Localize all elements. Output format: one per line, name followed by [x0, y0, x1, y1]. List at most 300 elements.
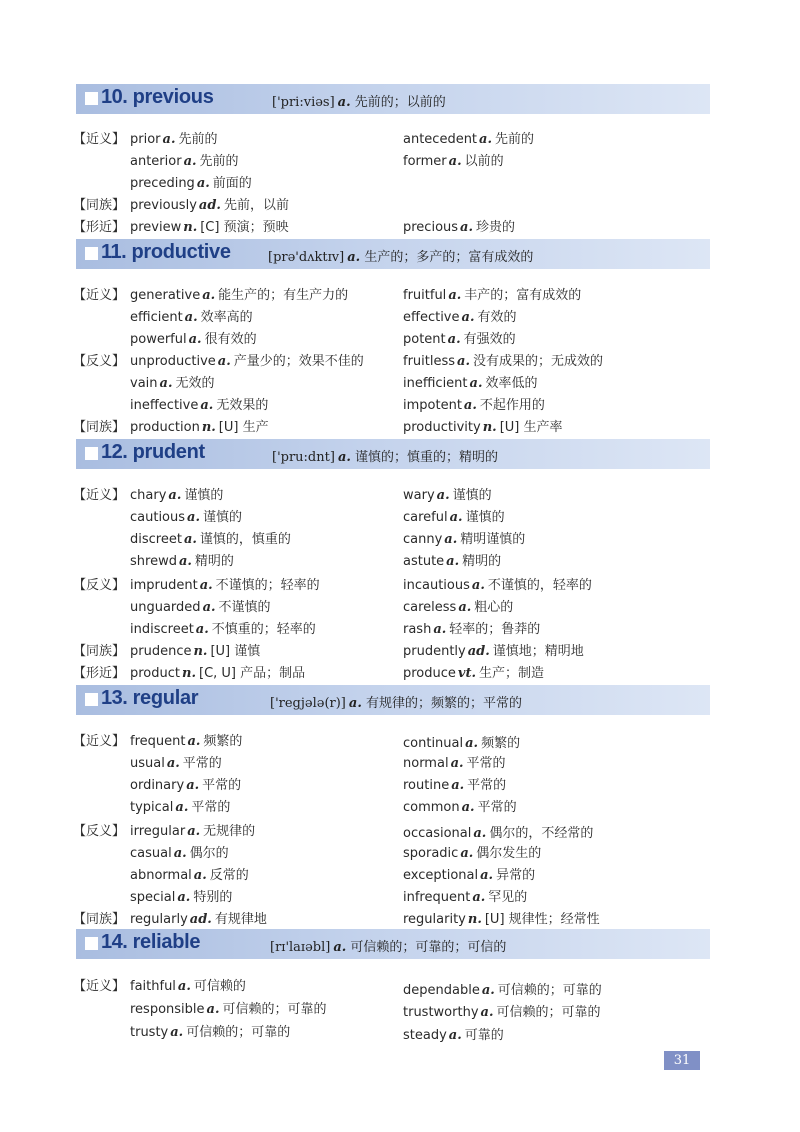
- headword-synonym: continual: [403, 736, 464, 751]
- related-word-left: [130, 574, 320, 593]
- headword-synonym: shrewd: [130, 554, 177, 569]
- entry-headword: [101, 931, 200, 954]
- part-of-speech: a.: [436, 488, 450, 503]
- part-of-speech: a.: [447, 332, 461, 347]
- part-of-speech: a.: [187, 734, 201, 749]
- meaning: 精明的: [462, 554, 502, 569]
- part-of-speech: a.: [183, 154, 197, 169]
- meaning: 很有效的: [204, 332, 257, 347]
- entry-pos: a.: [337, 95, 351, 110]
- meaning: 能生产的；有生产力的: [218, 288, 349, 303]
- related-word-left: [130, 306, 253, 325]
- headword-synonym: former: [403, 154, 447, 169]
- entry-meaning: 先前的；以前的: [354, 95, 446, 110]
- headword-synonym: special: [130, 890, 176, 905]
- headword-synonym: imprudent: [130, 578, 198, 593]
- meaning: 平常的: [191, 800, 231, 815]
- meaning: 不起作用的: [479, 398, 545, 413]
- entry-headword: [101, 687, 198, 710]
- headword-synonym: steady: [403, 1028, 447, 1043]
- meaning: 珍贵的: [476, 220, 516, 235]
- related-word-left: [130, 662, 305, 681]
- meaning: 效率低的: [485, 376, 538, 391]
- part-of-speech: a.: [458, 600, 472, 615]
- meaning: 先前，以前: [223, 198, 289, 213]
- part-of-speech: a.: [166, 756, 180, 771]
- entry-header-regular: [76, 685, 710, 715]
- entry-word: regular: [132, 687, 199, 709]
- entry-pos: a.: [333, 940, 347, 955]
- meaning: 不谨慎的；轻率的: [215, 578, 320, 593]
- headword-synonym: preceding: [130, 176, 195, 191]
- meaning: 偶尔的: [189, 846, 229, 861]
- meaning: 先前的: [178, 132, 218, 147]
- meaning: 以前的: [464, 154, 504, 169]
- headword-synonym: produce: [403, 666, 456, 681]
- related-word-right: [403, 574, 592, 593]
- meaning: [U] 谨慎: [210, 644, 261, 659]
- headword-synonym: usual: [130, 756, 165, 771]
- related-word-left: [130, 216, 289, 235]
- meaning: 异常的: [496, 868, 536, 883]
- part-of-speech: a.: [480, 1005, 494, 1020]
- meaning: [U] 生产率: [499, 420, 563, 435]
- meaning: 罕见的: [488, 890, 528, 905]
- meaning: 谨慎的: [465, 510, 505, 525]
- meaning: 可信赖的；可靠的: [222, 1002, 327, 1017]
- related-word-right: [403, 484, 492, 503]
- headword-synonym: astute: [403, 554, 445, 569]
- meaning: 前面的: [212, 176, 252, 191]
- entry-pos: a.: [348, 696, 362, 711]
- phonetic: [prə'dʌktɪv]: [268, 250, 345, 265]
- related-word-right: [403, 822, 593, 841]
- part-of-speech: a.: [433, 622, 447, 637]
- meaning: 可靠的: [464, 1028, 504, 1043]
- related-word-left: [130, 730, 242, 749]
- headword-synonym: trustworthy: [403, 1005, 479, 1020]
- related-word-left: [130, 128, 217, 147]
- related-word-right: [403, 618, 540, 637]
- meaning: [U] 规律性；经常性: [484, 912, 600, 927]
- square-bullet-icon: [85, 447, 98, 460]
- entry-definition: [272, 91, 446, 110]
- related-word-right: [403, 886, 527, 905]
- headword-synonym: impotent: [403, 398, 462, 413]
- related-word-left: [130, 484, 223, 503]
- part-of-speech: a.: [173, 846, 187, 861]
- related-word-left: [130, 350, 364, 369]
- meaning: 生产；制造: [479, 666, 545, 681]
- entry-headword: [101, 86, 214, 109]
- entry-definition: [272, 446, 498, 465]
- entry-word: productive: [131, 241, 231, 263]
- meaning: 平常的: [182, 756, 222, 771]
- entry-pos: a.: [347, 250, 361, 265]
- part-of-speech: a.: [200, 398, 214, 413]
- part-of-speech: a.: [206, 1002, 220, 1017]
- related-word-left: [130, 886, 232, 905]
- related-word-left: [130, 284, 348, 303]
- headword-synonym: production: [130, 420, 200, 435]
- headword-synonym: occasional: [403, 826, 472, 841]
- meaning: 谨慎地；精明地: [492, 644, 584, 659]
- part-of-speech: a.: [183, 532, 197, 547]
- part-of-speech: n.: [482, 420, 497, 435]
- headword-synonym: generative: [130, 288, 201, 303]
- headword-synonym: trusty: [130, 1025, 169, 1040]
- part-of-speech: n.: [182, 666, 196, 681]
- meaning: 谨慎的: [452, 488, 492, 503]
- headword-synonym: effective: [403, 310, 460, 325]
- meaning: 不慎重的；轻率的: [211, 622, 316, 637]
- meaning: 谨慎的: [202, 510, 242, 525]
- headword-synonym: ordinary: [130, 778, 185, 793]
- related-word-left: [130, 550, 234, 569]
- part-of-speech: a.: [472, 890, 486, 905]
- part-of-speech: ad.: [467, 644, 490, 659]
- headword-synonym: careful: [403, 510, 448, 525]
- part-of-speech: a.: [168, 488, 182, 503]
- headword-synonym: infrequent: [403, 890, 471, 905]
- square-bullet-icon: [85, 937, 98, 950]
- phonetic: [rɪ'laɪəbl]: [270, 940, 331, 955]
- meaning: 有规律地: [214, 912, 267, 927]
- part-of-speech: a.: [195, 622, 209, 637]
- meaning: 平常的: [202, 778, 242, 793]
- part-of-speech: a.: [463, 398, 477, 413]
- part-of-speech: a.: [469, 376, 483, 391]
- entry-header-productive: [76, 239, 710, 269]
- related-word-right: [403, 284, 581, 303]
- entry-headword: [101, 441, 205, 464]
- entry-number: 13.: [101, 687, 128, 709]
- part-of-speech: a.: [187, 824, 201, 839]
- part-of-speech: a.: [184, 310, 198, 325]
- meaning: 丰产的；富有成效的: [464, 288, 582, 303]
- meaning: 可信赖的: [193, 979, 246, 994]
- relation-tag: 【同族】: [73, 420, 126, 435]
- related-word-left: [130, 328, 257, 347]
- related-word-left: [130, 1021, 290, 1040]
- headword-synonym: dependable: [403, 983, 480, 998]
- meaning: 轻率的；鲁莽的: [449, 622, 541, 637]
- part-of-speech: a.: [448, 288, 462, 303]
- meaning: [C, U] 产品；制品: [199, 666, 306, 681]
- meaning: 谨慎的: [184, 488, 224, 503]
- headword-synonym: inefficient: [403, 376, 468, 391]
- part-of-speech: a.: [461, 800, 475, 815]
- part-of-speech: n.: [193, 644, 208, 659]
- part-of-speech: a.: [199, 578, 213, 593]
- part-of-speech: a.: [481, 983, 495, 998]
- meaning: 有强效的: [463, 332, 516, 347]
- part-of-speech: a.: [457, 354, 470, 369]
- part-of-speech: a.: [450, 756, 464, 771]
- page-number: 31: [664, 1051, 700, 1070]
- related-word-right: [403, 774, 506, 793]
- part-of-speech: a.: [202, 600, 216, 615]
- phonetic: ['regjələ(r)]: [270, 696, 346, 711]
- related-word-left: [130, 640, 260, 659]
- meaning: 可信赖的；可靠的: [496, 1005, 601, 1020]
- part-of-speech: a.: [460, 846, 474, 861]
- related-word-left: [130, 372, 214, 391]
- entry-definition: [268, 246, 533, 265]
- meaning: 粗心的: [474, 600, 514, 615]
- part-of-speech: a.: [193, 868, 207, 883]
- meaning: 平常的: [466, 756, 506, 771]
- related-word-right: [403, 596, 513, 615]
- headword-synonym: prudence: [130, 644, 192, 659]
- relation-tag: 【反义】: [73, 578, 126, 593]
- headword-synonym: discreet: [130, 532, 182, 547]
- headword-synonym: canny: [403, 532, 443, 547]
- part-of-speech: a.: [217, 354, 231, 369]
- meaning: 不谨慎的: [218, 600, 271, 615]
- meaning: 先前的: [199, 154, 239, 169]
- part-of-speech: a.: [196, 176, 210, 191]
- part-of-speech: ad.: [189, 912, 212, 927]
- related-word-left: [130, 506, 242, 525]
- meaning: 没有成果的；无成效的: [472, 354, 603, 369]
- related-word-right: [403, 550, 501, 569]
- related-word-left: [130, 394, 268, 413]
- related-word-right: [403, 752, 506, 771]
- part-of-speech: a.: [178, 554, 192, 569]
- headword-synonym: unguarded: [130, 600, 201, 615]
- related-word-right: [403, 640, 584, 659]
- related-word-right: [403, 979, 602, 998]
- headword-synonym: efficient: [130, 310, 183, 325]
- headword-synonym: responsible: [130, 1002, 205, 1017]
- part-of-speech: a.: [479, 132, 492, 147]
- headword-synonym: casual: [130, 846, 172, 861]
- related-word-right: [403, 842, 541, 861]
- meaning: 频繁的: [203, 734, 243, 749]
- part-of-speech: a.: [177, 890, 191, 905]
- headword-synonym: vain: [130, 376, 158, 391]
- entry-meaning: 有规律的；频繁的；平常的: [365, 696, 522, 711]
- phonetic: ['pru:dnt]: [272, 450, 335, 465]
- relation-tag: 【反义】: [73, 824, 126, 839]
- entry-number: 14.: [101, 931, 128, 953]
- part-of-speech: a.: [444, 532, 458, 547]
- part-of-speech: a.: [170, 1025, 184, 1040]
- related-word-right: [403, 528, 525, 547]
- headword-synonym: powerful: [130, 332, 187, 347]
- headword-synonym: regularly: [130, 912, 188, 927]
- related-word-left: [130, 998, 327, 1017]
- part-of-speech: a.: [177, 979, 191, 994]
- relation-tag: 【同族】: [73, 644, 126, 659]
- headword-synonym: regularity: [403, 912, 466, 927]
- related-word-left: [130, 975, 246, 994]
- phonetic: ['pri:viəs]: [272, 95, 335, 110]
- related-word-right: [403, 306, 516, 325]
- headword-synonym: irregular: [130, 824, 186, 839]
- part-of-speech: a.: [480, 868, 494, 883]
- headword-synonym: faithful: [130, 979, 176, 994]
- related-word-left: [130, 416, 269, 435]
- entry-number: 12.: [101, 441, 128, 463]
- part-of-speech: n.: [183, 220, 198, 235]
- related-word-left: [130, 842, 229, 861]
- meaning: 精明的: [194, 554, 234, 569]
- part-of-speech: ad.: [198, 198, 221, 213]
- entry-header-prudent: [76, 439, 710, 469]
- entry-headword: [101, 241, 231, 264]
- headword-synonym: incautious: [403, 578, 470, 593]
- meaning: 平常的: [477, 800, 517, 815]
- headword-synonym: prior: [130, 132, 161, 147]
- headword-synonym: fruitless: [403, 354, 456, 369]
- entry-definition: [270, 692, 522, 711]
- headword-synonym: antecedent: [403, 132, 478, 147]
- entry-number: 10.: [101, 86, 128, 108]
- part-of-speech: a.: [175, 800, 189, 815]
- related-word-right: [403, 908, 600, 927]
- entry-number: 11.: [101, 241, 127, 263]
- related-word-right: [403, 394, 545, 413]
- meaning: 无效的: [175, 376, 215, 391]
- headword-synonym: sporadic: [403, 846, 459, 861]
- related-word-left: [130, 864, 249, 883]
- meaning: 特别的: [193, 890, 233, 905]
- related-word-left: [130, 752, 222, 771]
- part-of-speech: a.: [471, 578, 485, 593]
- headword-synonym: fruitful: [403, 288, 447, 303]
- meaning: 无规律的: [203, 824, 256, 839]
- part-of-speech: a.: [162, 132, 176, 147]
- headword-synonym: cautious: [130, 510, 186, 525]
- related-word-left: [130, 528, 291, 547]
- part-of-speech: a.: [202, 288, 216, 303]
- meaning: [C] 预演；预映: [200, 220, 289, 235]
- part-of-speech: a.: [448, 154, 462, 169]
- relation-tag: 【形近】: [73, 220, 126, 235]
- related-word-left: [130, 908, 267, 927]
- headword-synonym: indiscreet: [130, 622, 194, 637]
- meaning: 频繁的: [481, 736, 521, 751]
- meaning: 先前的: [495, 132, 535, 147]
- entry-word: previous: [132, 86, 214, 108]
- meaning: 可信赖的；可靠的: [497, 983, 602, 998]
- meaning: 有效的: [477, 310, 517, 325]
- headword-synonym: rash: [403, 622, 432, 637]
- meaning: 反常的: [209, 868, 249, 883]
- relation-tag: 【同族】: [73, 198, 126, 213]
- relation-tag: 【近义】: [73, 979, 126, 994]
- meaning: 精明谨慎的: [460, 532, 526, 547]
- related-word-right: [403, 1001, 600, 1020]
- headword-synonym: routine: [403, 778, 450, 793]
- meaning: 偶尔的，不经常的: [489, 826, 594, 841]
- related-word-right: [403, 128, 534, 147]
- entry-pos: a.: [337, 450, 351, 465]
- relation-tag: 【同族】: [73, 912, 126, 927]
- part-of-speech: n.: [467, 912, 482, 927]
- headword-synonym: exceptional: [403, 868, 479, 883]
- relation-tag: 【反义】: [73, 354, 126, 369]
- part-of-speech: a.: [473, 826, 487, 841]
- relation-tag: 【形近】: [73, 666, 126, 681]
- related-word-right: [403, 350, 603, 369]
- related-word-right: [403, 864, 535, 883]
- related-word-right: [403, 150, 504, 169]
- related-word-right: [403, 216, 515, 235]
- headword-synonym: anterior: [130, 154, 182, 169]
- part-of-speech: a.: [451, 778, 465, 793]
- meaning: [U] 生产: [218, 420, 269, 435]
- meaning: 谨慎的，慎重的: [199, 532, 291, 547]
- relation-tag: 【近义】: [73, 488, 126, 503]
- related-word-left: [130, 194, 289, 213]
- entry-meaning: 生产的；多产的；富有成效的: [364, 250, 534, 265]
- meaning: 不谨慎的，轻率的: [487, 578, 592, 593]
- part-of-speech: a.: [188, 332, 202, 347]
- part-of-speech: a.: [186, 778, 200, 793]
- related-word-right: [403, 732, 520, 751]
- headword-synonym: preview: [130, 220, 182, 235]
- entry-word: prudent: [132, 441, 205, 463]
- headword-synonym: prudently: [403, 644, 466, 659]
- related-word-left: [130, 774, 241, 793]
- headword-synonym: wary: [403, 488, 435, 503]
- relation-tag: 【近义】: [73, 734, 126, 749]
- entry-meaning: 谨慎的；慎重的；精明的: [355, 450, 499, 465]
- part-of-speech: a.: [465, 736, 479, 751]
- part-of-speech: vt.: [457, 666, 476, 681]
- headword-synonym: chary: [130, 488, 167, 503]
- headword-synonym: common: [403, 800, 460, 815]
- related-word-right: [403, 328, 516, 347]
- related-word-right: [403, 796, 517, 815]
- related-word-right: [403, 372, 537, 391]
- entry-definition: [270, 936, 506, 955]
- relation-tag: 【近义】: [73, 132, 126, 147]
- headword-synonym: previously: [130, 198, 197, 213]
- square-bullet-icon: [85, 247, 98, 260]
- part-of-speech: a.: [448, 1028, 462, 1043]
- meaning: 偶尔发生的: [476, 846, 542, 861]
- entry-word: reliable: [132, 931, 201, 953]
- relation-tag: 【近义】: [73, 288, 126, 303]
- square-bullet-icon: [85, 693, 98, 706]
- headword-synonym: precious: [403, 220, 459, 235]
- headword-synonym: potent: [403, 332, 446, 347]
- related-word-right: [403, 662, 544, 681]
- headword-synonym: frequent: [130, 734, 186, 749]
- headword-synonym: ineffective: [130, 398, 199, 413]
- related-word-left: [130, 618, 316, 637]
- part-of-speech: a.: [461, 310, 475, 325]
- part-of-speech: a.: [449, 510, 463, 525]
- part-of-speech: a.: [446, 554, 460, 569]
- part-of-speech: a.: [159, 376, 173, 391]
- headword-synonym: typical: [130, 800, 174, 815]
- related-word-left: [130, 796, 230, 815]
- square-bullet-icon: [85, 92, 98, 105]
- related-word-left: [130, 596, 271, 615]
- related-word-right: [403, 1024, 504, 1043]
- entry-header-previous: [76, 84, 710, 114]
- headword-synonym: abnormal: [130, 868, 192, 883]
- headword-synonym: careless: [403, 600, 457, 615]
- part-of-speech: a.: [460, 220, 473, 235]
- headword-synonym: unproductive: [130, 354, 216, 369]
- meaning: 平常的: [467, 778, 507, 793]
